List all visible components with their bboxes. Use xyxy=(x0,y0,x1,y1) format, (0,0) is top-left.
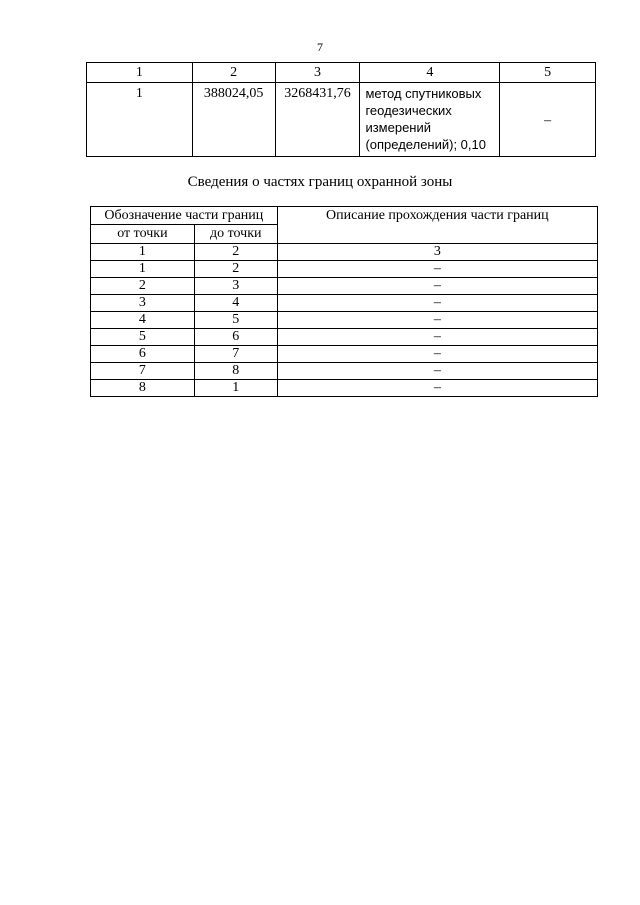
to-point-cell: 1 xyxy=(194,380,277,397)
designation-header: Обозначение части границ xyxy=(91,207,278,225)
from-point-cell: 4 xyxy=(91,312,195,329)
to-point-cell: 2 xyxy=(194,244,277,261)
description-cell: – xyxy=(277,363,597,380)
table-row xyxy=(91,295,598,312)
page-number: 7 xyxy=(317,40,323,54)
to-point-cell: 6 xyxy=(194,329,277,346)
header-cell: 3 xyxy=(275,63,360,83)
to-point-cell: 5 xyxy=(194,312,277,329)
description-cell: 3 xyxy=(277,244,597,261)
header-cell: 5 xyxy=(500,63,596,83)
description-cell: – xyxy=(277,380,597,397)
from-point-cell: 7 xyxy=(91,363,195,380)
description-cell: – xyxy=(277,329,597,346)
description-cell: – xyxy=(277,346,597,363)
point-number-cell: 1 xyxy=(87,83,193,157)
description-cell: – xyxy=(277,261,597,278)
to-point-cell: 2 xyxy=(194,261,277,278)
method-line: метод спутниковых xyxy=(365,86,482,101)
to-point-cell: 4 xyxy=(194,295,277,312)
header-cell: 4 xyxy=(360,63,500,83)
table-row xyxy=(91,244,598,261)
group-header-row xyxy=(91,207,598,225)
coordinates-header-row xyxy=(87,63,596,83)
from-point-cell: 5 xyxy=(91,329,195,346)
table-row xyxy=(91,278,598,295)
to-point-cell: 8 xyxy=(194,363,277,380)
x-coordinate-cell: 388024,05 xyxy=(192,83,275,157)
to-point-cell: 7 xyxy=(194,346,277,363)
description-cell: – xyxy=(277,278,597,295)
method-line: измерений xyxy=(365,120,432,135)
description-cell: – xyxy=(277,295,597,312)
method-cell xyxy=(360,83,500,157)
from-point-cell: 8 xyxy=(91,380,195,397)
from-point-cell: 2 xyxy=(91,278,195,295)
coordinates-table xyxy=(86,62,596,157)
from-point-header: от точки xyxy=(91,225,195,244)
header-cell: 2 xyxy=(192,63,275,83)
description-cell: – xyxy=(277,312,597,329)
from-point-cell: 3 xyxy=(91,295,195,312)
table-row xyxy=(91,346,598,363)
from-point-cell: 1 xyxy=(91,244,195,261)
table-row xyxy=(91,380,598,397)
method-line: геодезических xyxy=(365,103,452,118)
from-point-cell: 6 xyxy=(91,346,195,363)
boundary-parts-table xyxy=(90,206,598,397)
description-header: Описание прохождения части границ xyxy=(277,207,597,244)
description-cell: – xyxy=(500,83,596,157)
section-title: Сведения о частях границ охранной зоны xyxy=(187,174,453,190)
table-row xyxy=(91,363,598,380)
y-coordinate-cell: 3268431,76 xyxy=(275,83,360,157)
table-row xyxy=(91,261,598,278)
table-row xyxy=(91,312,598,329)
method-line: (определений); 0,10 xyxy=(365,137,486,152)
to-point-header: до точки xyxy=(194,225,277,244)
table-row xyxy=(87,83,596,157)
header-cell: 1 xyxy=(87,63,193,83)
to-point-cell: 3 xyxy=(194,278,277,295)
from-point-cell: 1 xyxy=(91,261,195,278)
table-row xyxy=(91,329,598,346)
